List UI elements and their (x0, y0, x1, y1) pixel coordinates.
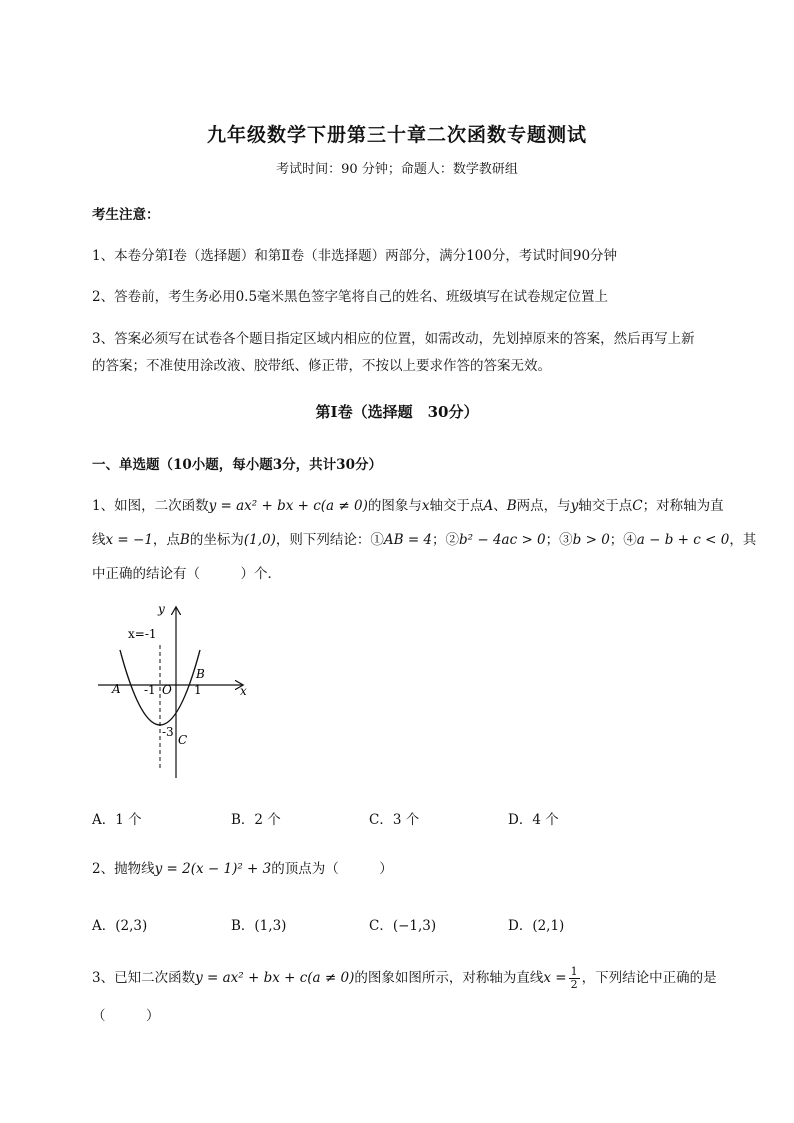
y-axis-label: y (158, 602, 165, 616)
q1-parabola-graph (92, 598, 262, 783)
point-a-label: A (112, 682, 121, 696)
q1-option-b[interactable]: B．2 个 (231, 812, 281, 828)
point-b-label: B (196, 667, 205, 681)
q3-stem: 3、已知二次函数y = ax² + bx + c(a ≠ 0)的图象如图所示，对称轴为直线x = $\frac{1}{2}$ ，下列结论中正确的是 (92, 965, 717, 991)
q1-line2: 线x = −1，点B的坐标为(1,0)，则下列结论：①AB = 4；②b² − 4ac > 0；③b > 0；④a − b + c < 0，其 (92, 532, 757, 548)
q1-function: y = ax² + bx + c(a ≠ 0) (208, 498, 368, 514)
q1-option-a[interactable]: A．1 个 (92, 812, 142, 828)
q2-stem: 2、抛物线y = 2(x − 1)² + 3的顶点为（ ） (92, 861, 393, 877)
q1-option-c[interactable]: C．3 个 (369, 812, 420, 828)
note-1: 1、本卷分第Ⅰ卷（选择题）和第Ⅱ卷（非选择题）两部分，满分100分，考试时间90分钟 (92, 248, 618, 264)
q2-equation: y = 2(x − 1)² + 3 (154, 861, 272, 877)
notes-heading: 考生注意： (92, 207, 160, 223)
neg-one-label: -1 (144, 683, 156, 697)
symmetry-label: x=-1 (128, 627, 157, 641)
note-2: 2、答卷前，考生务必用0.5毫米黑色签字笔将自己的姓名、班级填写在试卷规定位置上 (92, 289, 609, 305)
q2-option-d[interactable]: D．(2,1) (508, 918, 565, 934)
q1-line3: 中正确的结论有（ ）个． (92, 566, 281, 582)
exam-info: 考试时间：90 分钟；命题人：数学教研组 (276, 162, 518, 177)
origin-label: O (162, 683, 172, 697)
page-title: 九年级数学下册第三十章二次函数专题测试 (206, 124, 587, 146)
point-c-label: C (178, 733, 188, 747)
q2-option-c[interactable]: C．(−1,3) (369, 918, 437, 934)
q2-option-b[interactable]: B．(1,3) (231, 918, 287, 934)
one-label: 1 (194, 683, 202, 697)
q2-option-a[interactable]: A．(2,3) (92, 918, 148, 934)
section-1-title: 一、单选题（10小题，每小题3分，共计30分） (92, 457, 382, 473)
x-axis-label: x (240, 684, 247, 698)
neg-three-label: -3 (162, 725, 174, 739)
part-1-title: 第Ⅰ卷（选择题 30分） (315, 403, 479, 421)
q3-equation: y = ax² + bx + c(a ≠ 0) (195, 970, 355, 986)
q1-option-d[interactable]: D．4 个 (508, 812, 559, 828)
q3-answer-blank: （ ） (92, 1008, 160, 1024)
q1-line1: 1、如图，二次函数y = ax² + bx + c(a ≠ 0)的图象与x轴交于点A、B两点，与y轴交于点C；对称轴为直 (92, 498, 724, 514)
note-3-line1: 3、答案必须写在试卷各个题目指定区域内相应的位置，如需改动，先划掉原来的答案，然后再写上新 (92, 331, 695, 347)
note-3-line2: 的答案；不准使用涂改液、胶带纸、修正带，不按以上要求作答的答案无效。 (92, 358, 551, 374)
q3-fraction: $\frac{1}{2}$ (570, 965, 578, 991)
